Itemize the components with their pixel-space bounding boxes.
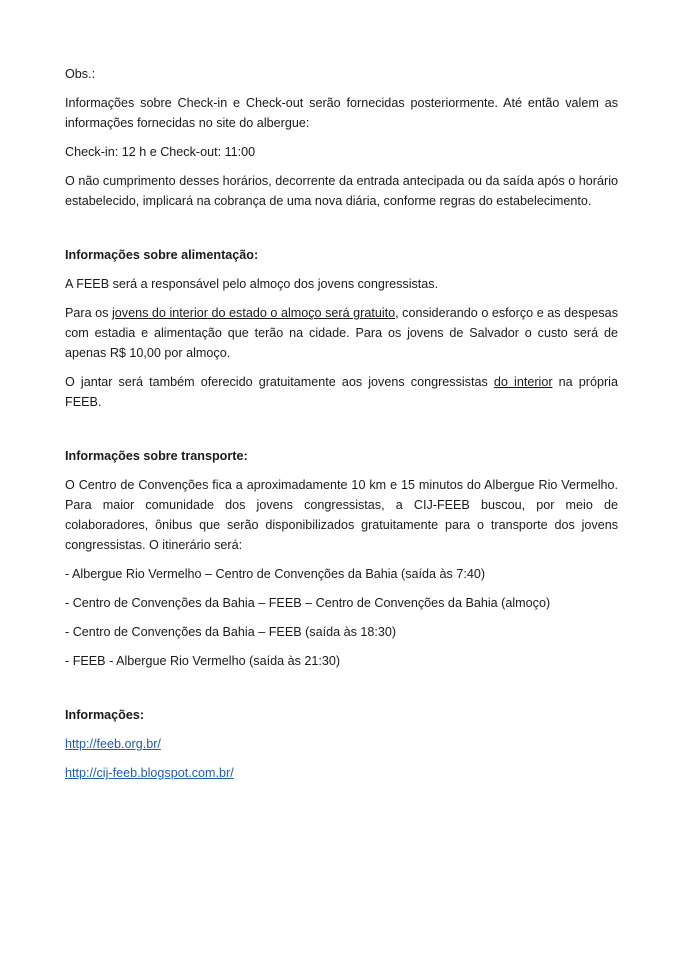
obs-label: Obs.: — [65, 67, 96, 81]
itinerary-item: - Centro de Convenções da Bahia – FEEB (saída às 18:30) — [65, 625, 397, 639]
transport-heading: Informações sobre transporte: — [65, 449, 248, 463]
food-p2-pre: Para os — [65, 306, 112, 320]
food-p2-underlined: jovens do interior do estado o almoço será gratuito — [111, 306, 396, 320]
food-paragraph-1: A FEEB será a responsável pelo almoço dos jovens congressistas. — [65, 277, 439, 291]
food-p3-post: na própria FEEB. — [65, 375, 618, 409]
checkin-times: Check-in: 12 h e Check-out: 11:00 — [65, 145, 256, 159]
document-page — [65, 64, 618, 792]
food-p3-underlined: do interior — [493, 375, 553, 389]
itinerary-item: - Centro de Convenções da Bahia – FEEB – Centro de Convenções da Bahia (almoço) — [65, 596, 551, 610]
link-row — [65, 734, 618, 754]
section-spacer — [65, 220, 618, 245]
food-p3-pre: O jantar será também oferecido gratuitamente aos jovens congressistas — [65, 375, 494, 389]
food-paragraph-3 — [65, 372, 618, 412]
schedule-warning-paragraph: O não cumprimento desses horários, decorrente da entrada antecipada ou da saída após o horário estabelecido, implicará na cobrança de uma nova diária, conforme regras do estabelecimento. — [65, 174, 618, 208]
section-spacer — [65, 421, 618, 446]
food-heading: Informações sobre alimentação: — [65, 248, 259, 262]
link-row — [65, 763, 618, 783]
transport-intro-paragraph: O Centro de Convenções fica a aproximadamente 10 km e 15 minutos do Albergue Rio Vermelho. Para maior comunidade dos jovens congressistas, a CIJ-FEEB buscou, por meio de colaboradores, ônibus que serão disponibilizados gratuitamente para o transporte dos jovens congressistas. O itinerário será: — [65, 478, 618, 552]
feeb-site-link[interactable]: http://feeb.org.br/ — [65, 737, 161, 751]
food-p2-post: , considerando o esforço e as despesas com estadia e alimentação que terão na cidade. Para os jovens de Salvador o custo será de apenas R$ 10,00 por almoço. — [65, 306, 618, 360]
checkin-info-paragraph: Informações sobre Check-in e Check-out serão fornecidas posteriormente. Até então valem as informações fornecidas no site do albergue: — [65, 96, 618, 130]
food-paragraph-2 — [65, 303, 618, 363]
section-spacer — [65, 680, 618, 705]
itinerary-item: - Albergue Rio Vermelho – Centro de Convenções da Bahia (saída às 7:40) — [65, 567, 486, 581]
cij-feeb-blog-link[interactable]: http://cij-feeb.blogspot.com.br/ — [65, 766, 234, 780]
info-heading: Informações: — [65, 708, 145, 722]
itinerary-item: - FEEB - Albergue Rio Vermelho (saída às 21:30) — [65, 654, 341, 668]
